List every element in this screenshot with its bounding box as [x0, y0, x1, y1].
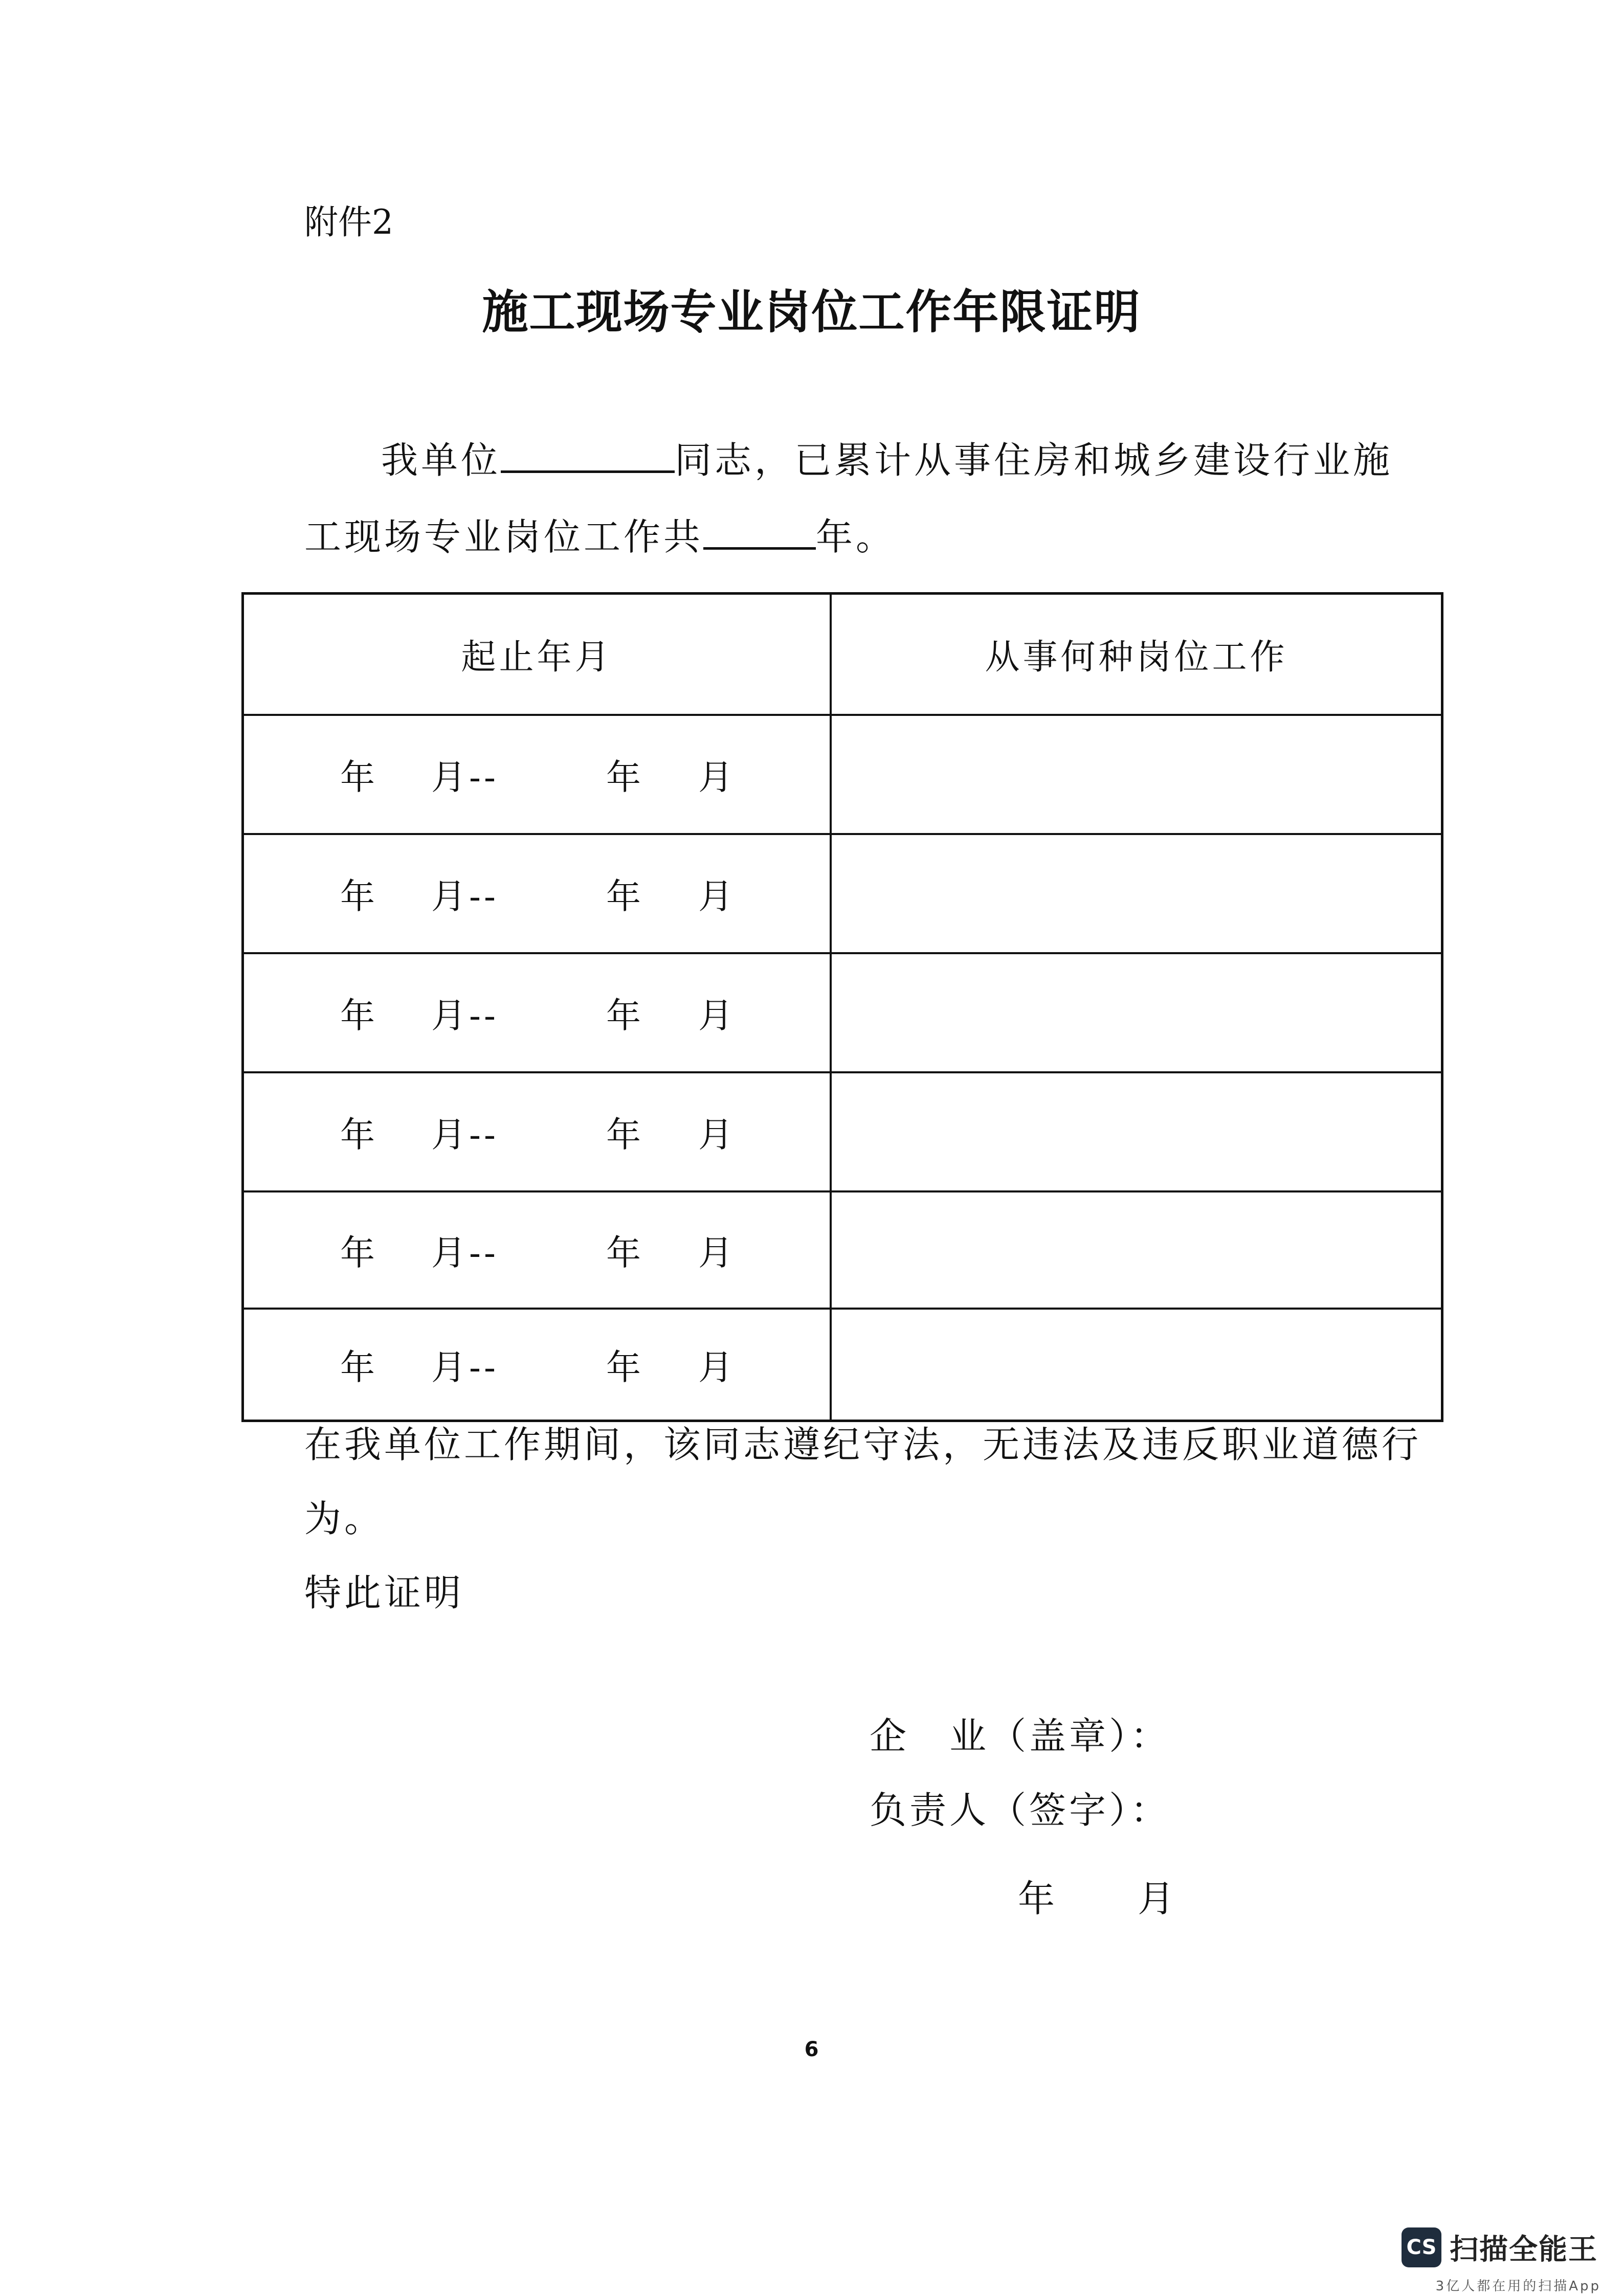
closing-text: 特此证明	[304, 1571, 464, 1614]
years-blank	[703, 511, 816, 550]
period-cell	[244, 1192, 832, 1308]
end-year-label: 年	[606, 1347, 644, 1388]
position-cell	[832, 716, 1441, 833]
start-year-label: 年	[340, 1233, 379, 1273]
end-month-label: 月	[698, 1347, 737, 1388]
company-seal-label: 企 业（盖章）：	[870, 1715, 1171, 1758]
table-row	[244, 1071, 1441, 1190]
end-year-label: 年	[606, 757, 644, 798]
period-cell	[244, 716, 832, 833]
table-row	[244, 952, 1441, 1071]
position-cell	[832, 1192, 1441, 1308]
watermark-app-name: 扫描全能王	[1450, 2233, 1598, 2266]
end-year-label: 年	[606, 1233, 644, 1273]
header-position: 从事何种岗位工作	[985, 637, 1288, 678]
position-cell	[832, 1073, 1441, 1190]
statement-line-1: 在我单位工作期间，该同志遵纪守法，无违法及违反职业道德行	[304, 1423, 1422, 1466]
period-cell	[244, 835, 832, 952]
end-year-label: 年	[606, 1115, 644, 1155]
camscanner-logo-icon: CS	[1402, 2227, 1441, 2267]
attachment-label: 附件2	[304, 202, 393, 242]
start-year-label: 年	[340, 1115, 379, 1155]
intro-line1-prefix: 我单位	[381, 439, 501, 482]
start-month-label: 月--	[431, 1347, 499, 1388]
start-month-label: 月--	[431, 876, 499, 917]
start-year-label: 年	[340, 757, 379, 798]
page-number: 6	[804, 2038, 819, 2061]
end-month-label: 月	[698, 757, 737, 798]
statement-line-2: 为。	[304, 1497, 385, 1540]
period-cell	[244, 1310, 832, 1420]
position-cell	[832, 954, 1441, 1071]
header-period: 起止年月	[244, 595, 832, 714]
scanner-watermark	[1402, 2227, 1598, 2268]
start-year-label: 年	[340, 876, 379, 917]
table-header-row	[244, 595, 1441, 714]
end-month-label: 月	[698, 876, 737, 917]
end-month-label: 月	[698, 996, 737, 1036]
intro-line2-suffix: 年。	[816, 515, 896, 558]
end-month-label: 月	[698, 1115, 737, 1155]
start-month-label: 月--	[431, 757, 499, 798]
start-year-label: 年	[340, 1347, 379, 1388]
responsible-signature-label: 负责人（签字）：	[870, 1789, 1171, 1832]
document-title: 施工现场专业岗位工作年限证明	[482, 285, 1141, 339]
position-cell	[832, 835, 1441, 952]
table-row	[244, 1308, 1441, 1420]
table-row	[244, 1190, 1441, 1308]
name-blank	[501, 435, 675, 473]
intro-line1-suffix: 同志，已累计从事住房和城乡建设行业施	[675, 439, 1393, 482]
work-history-table	[241, 592, 1443, 1422]
intro-line-2	[304, 511, 896, 560]
end-year-label: 年	[606, 996, 644, 1036]
period-cell	[244, 954, 832, 1071]
period-cell	[244, 1073, 832, 1190]
position-cell	[832, 1310, 1441, 1420]
intro-line2-prefix: 工现场专业岗位工作共	[304, 515, 704, 558]
watermark-tagline: 3亿人都在用的扫描App	[1435, 2279, 1601, 2294]
signature-date: 年 月	[1018, 1877, 1178, 1920]
table-row	[244, 714, 1441, 833]
start-month-label: 月--	[431, 1233, 499, 1273]
table-row	[244, 833, 1441, 952]
end-year-label: 年	[606, 876, 644, 917]
start-month-label: 月--	[431, 1115, 499, 1155]
start-year-label: 年	[340, 996, 379, 1036]
end-month-label: 月	[698, 1233, 737, 1273]
intro-line-1	[381, 435, 1393, 483]
start-month-label: 月--	[431, 996, 499, 1036]
